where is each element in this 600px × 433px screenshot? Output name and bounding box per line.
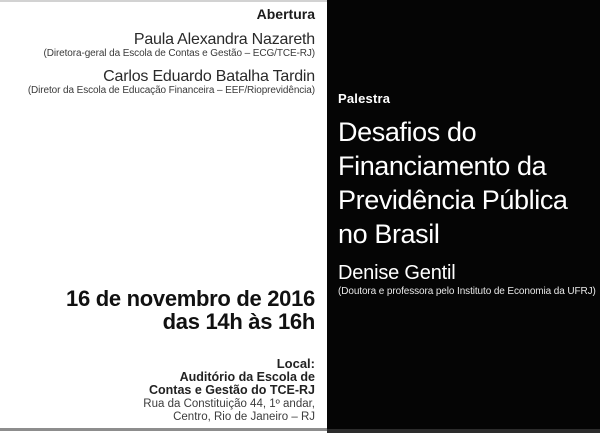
lecture-speaker-role: (Doutora e professora pelo Instituto de Economia da UFRJ)	[338, 286, 596, 297]
location-address-line2: Centro, Rio de Janeiro – RJ	[173, 411, 315, 423]
lecture-panel	[327, 0, 600, 433]
lecture-title-line: no Brasil	[338, 219, 440, 249]
event-time: das 14h às 16h	[162, 309, 315, 334]
location-venue-line1: Auditório da Escola de	[179, 369, 315, 384]
location-section	[143, 357, 315, 425]
datetime-section	[66, 287, 315, 333]
speaker-name: Paula Alexandra Nazareth	[133, 31, 315, 48]
event-date: 16 de novembro de 2016	[66, 286, 315, 311]
opening-heading: Abertura	[256, 6, 315, 22]
lecture-title-line: Financiamento da	[338, 151, 547, 181]
lecture-title	[338, 115, 568, 251]
opening-section	[0, 7, 315, 106]
top-edge-line	[0, 0, 327, 2]
location-label: Local:	[276, 356, 315, 371]
speaker-role: (Diretora-geral da Escola de Contas e Gestão – ECG/TCE-RJ)	[43, 48, 315, 59]
bottom-rule-right	[327, 429, 600, 433]
lecture-title-line: Desafios do	[338, 117, 477, 147]
location-address-line1: Rua da Constituição 44, 1º andar,	[143, 397, 315, 410]
speaker-block	[0, 32, 315, 60]
speaker-block	[0, 69, 315, 97]
bottom-rule-left	[0, 428, 327, 431]
location-venue-line2: Contas e Gestão do TCE-RJ	[149, 383, 315, 397]
speaker-name: Carlos Eduardo Batalha Tardin	[103, 68, 315, 85]
lecture-kicker: Palestra	[338, 91, 391, 106]
lecture-title-line: Previdência Pública	[338, 185, 568, 215]
speaker-role: (Diretor da Escola de Educação Financeira – EEF/Rioprevidência)	[27, 85, 315, 96]
lecture-speaker-name: Denise Gentil	[338, 262, 456, 284]
